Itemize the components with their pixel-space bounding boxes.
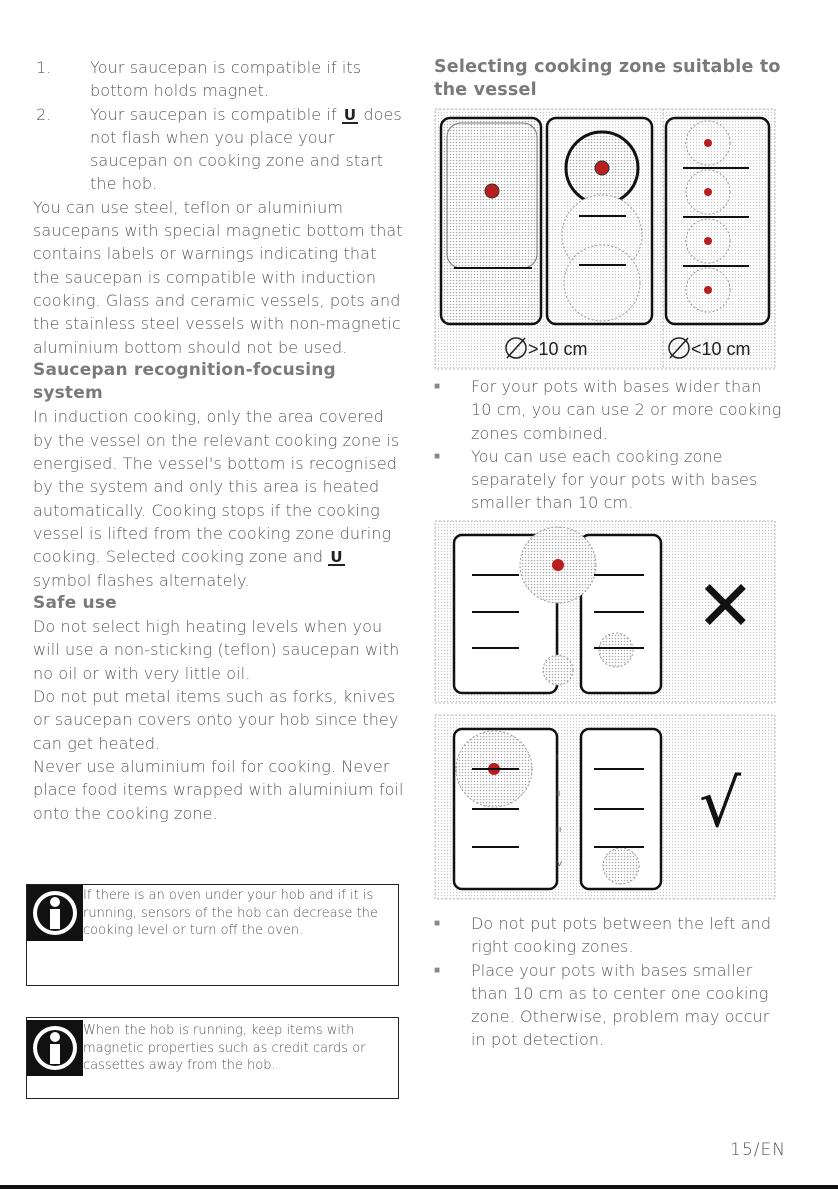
select-zone-heading: Selecting cooking zone suitable to the vessel <box>434 57 781 101</box>
item-number: 2. <box>36 104 52 124</box>
pot-symbol-icon: U <box>343 105 357 124</box>
recognition-text-post: symbol flashes alternately. <box>33 570 250 590</box>
correct-placement-diagram <box>434 714 776 900</box>
recognition-text-pre: In induction cooking, only the area covered by the vessel on the relevant cooking zone is energised. The vessel's bottom is recognised by the system and only this area is heated automatically. Cooking stops if the cooking vessel is lifted from the cooking zone during cooking. Selected cooking zone and <box>33 407 400 567</box>
level-mark: I <box>556 753 559 761</box>
level-mark: IV <box>555 860 562 868</box>
bullet-item: ■ Do not put pots between the left and right cooking zones. <box>434 914 772 957</box>
bullet-item: ■ You can use each cooking zone separately for your pots with bases smaller than 10 cm. <box>434 446 758 513</box>
bullet-list-1 <box>434 375 784 515</box>
right-column <box>434 56 784 103</box>
numbered-item-1 <box>33 56 405 103</box>
page-number: 15/EN <box>730 1140 786 1160</box>
info-text-oven: If there is an oven under your hob and if it is running, sensors of the hob can decrease the cooking level or turn off the oven. <box>83 888 378 938</box>
bullet-list-2 <box>434 912 784 1052</box>
label-narrow: <10 cm <box>691 339 751 359</box>
info-text-magnetic: When the hob is running, keep items with magnetic properties such as credit cards or cassettes away from the hob. <box>83 1023 366 1073</box>
materials-paragraph: You can use steel, teflon or aluminium saucepans with special magnetic bottom that contains labels or warnings indicating that the saucepan is compatible with induction cooking. Glass and ceramic vessels, pots and the stainless steel vessels with non-magnetic aluminium bottom should not be used. <box>33 197 403 357</box>
recognition-paragraph <box>33 405 405 591</box>
level-mark: III <box>555 826 562 834</box>
pot-symbol-icon: U <box>330 548 343 567</box>
recognition-heading: Saucepan recognition-focusing system <box>33 359 336 404</box>
safe-use-paragraph-3: Never use aluminium foil for cooking. Never place food items wrapped with aluminium foil onto the cooking zone. <box>33 756 404 823</box>
safe-use-heading: Safe use <box>33 592 117 613</box>
wrong-placement-diagram <box>434 520 776 704</box>
label-wide: >10 cm <box>528 339 588 359</box>
safe-use-paragraph-1: Do not select high heating levels when you will use a non-sticking (teflon) saucepan with no oil or with very little oil. <box>33 617 400 683</box>
info-box-magnetic <box>26 1017 399 1099</box>
correct-mark: √ <box>699 765 742 842</box>
item-text-post: does not flash when you place your saucepan on cooking zone and start the hob. <box>90 104 402 194</box>
info-icon <box>27 885 83 941</box>
left-column <box>33 56 405 825</box>
level-mark: II <box>556 790 561 798</box>
item-text: Your saucepan is compatible if its bottom holds magnet. <box>90 58 362 101</box>
bullet-item: ■ For your pots with bases wider than 10 cm, you can use 2 or more cooking zones combined. <box>434 377 782 443</box>
bottom-divider <box>0 1185 838 1189</box>
bullet-item: ■ Place your pots with bases smaller than 10 cm as to center one cooking zone. Otherwise, problem may occur in pot detection. <box>434 960 770 1050</box>
item-number: 1. <box>36 58 52 77</box>
numbered-item-2 <box>33 103 405 196</box>
safe-use-paragraph-2: Do not put metal items such as forks, knives or saucepan covers onto your hob since they can get heated. <box>33 687 399 753</box>
wrong-mark: ✕ <box>696 565 755 647</box>
pot-size-diagram <box>434 108 776 370</box>
info-box-oven <box>26 884 399 986</box>
item-text-pre: Your saucepan is compatible if <box>90 104 337 124</box>
info-icon <box>27 1020 83 1076</box>
